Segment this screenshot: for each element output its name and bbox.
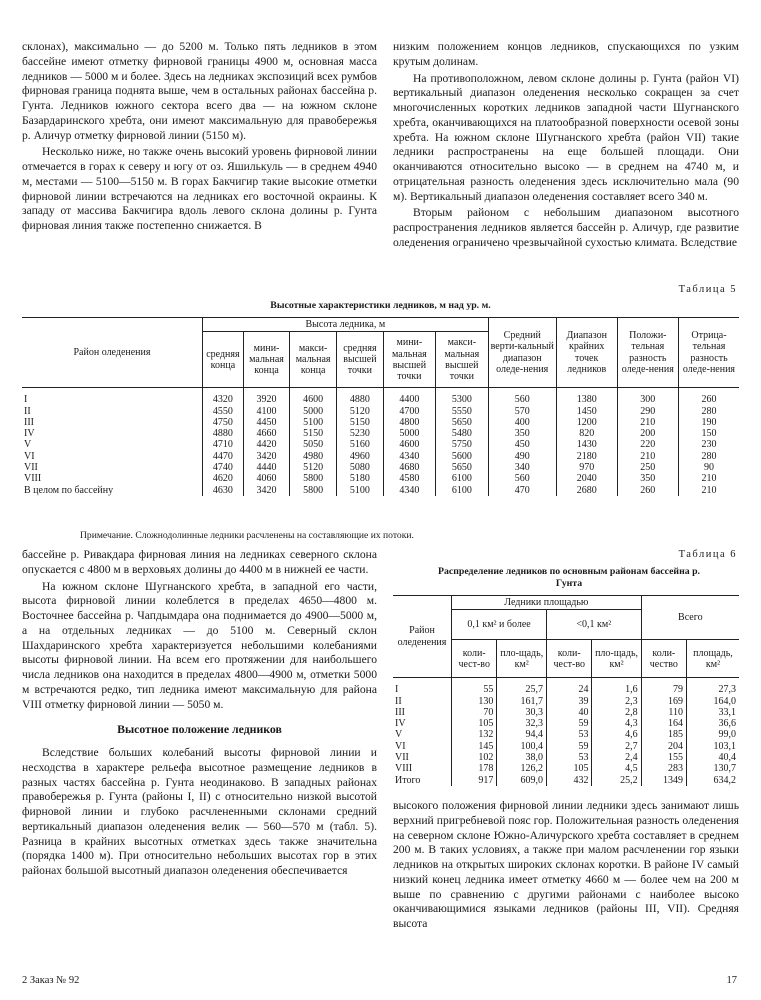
table-cell: 570 [488,406,556,417]
table-cell: 5100 [337,485,384,496]
table-cell: 4630 [203,485,244,496]
table-cell: 5550 [436,406,489,417]
table-cell: 220 [617,439,678,450]
row-label: VII [22,462,203,473]
table-row [393,696,739,707]
table-cell: 2,3 [592,696,641,707]
table-cell: 5180 [337,473,384,484]
table-cell: 4600 [290,388,337,406]
header-max-end: макси-мальная конца [290,332,337,388]
row-label: В целом по бассейну [22,485,203,496]
table-cell: 609,0 [497,775,547,786]
table-cell: 4100 [243,406,289,417]
table-cell: 4470 [203,451,244,462]
table-cell: 27,3 [718,684,736,696]
table-cell: 5080 [337,462,384,473]
header-range-ends: Диапазон крайних точек ледников [556,318,617,388]
table-cell: 1,6 [592,678,641,696]
table-cell: 164,0 [713,695,736,707]
header-total: Всего [641,596,739,640]
footer-print-info: 2 Заказ № 92 [22,975,80,986]
table-cell: 4740 [203,462,244,473]
paragraph: высокого положения фирновой линии ледники здесь занимают лишь верхний пригребневой пояс гор. Положительная разность оледенения на северном склоне Южно-Аличурского хребта составляет в среднем 200 м. В таких условиях, а также при малом расчленении гор языки ледников на открытых широких склонах коротки. В районе IV самый низкий конец ледника имеет отметку 4660 м — более чем на 200 м выше по сравнению с другими районами с наиболее высоко оканчивающимися языками ледников (районы III, VII). Средняя высота [393,799,739,930]
table-cell: 432 [547,775,592,786]
table-cell: 145 [452,741,497,752]
header-avg-end: средняя конца [203,332,244,388]
table-cell: 6100 [436,473,489,484]
table-cell: 4,3 [592,718,641,729]
table-cell: 126,2 [497,763,547,774]
header-count: коли-чест-во [547,640,592,678]
table-cell: 210 [617,451,678,462]
table-cell: 36,6 [718,718,736,730]
row-label: I [393,678,452,696]
header-area: пло-щадь, км² [592,640,641,678]
table-cell: 490 [488,451,556,462]
header-count: коли-чест-во [452,640,497,678]
table-cell: 25,7 [497,678,547,696]
table-cell: 470 [488,485,556,496]
table-row [393,741,739,752]
table-cell: 53 [547,729,592,740]
header-max-upper: макси-мальная высшей точки [436,332,489,388]
table-cell: 5050 [290,439,337,450]
table-cell: 4450 [243,417,289,428]
table-cell: 190 [701,416,717,428]
table-cell: 4800 [383,417,435,428]
table-cell: 300 [617,388,678,406]
table-cell: 25,2 [592,775,641,786]
left-column-top [22,40,377,234]
table-cell: 4960 [337,451,384,462]
row-label: III [22,417,203,428]
table-cell: 3920 [243,388,289,406]
table-cell: 38,0 [497,752,547,763]
row-label: VIII [22,473,203,484]
table-row [393,678,739,696]
row-label: VI [393,741,452,752]
table-row [393,775,739,786]
table-cell: 4550 [203,406,244,417]
table-cell: 132 [452,729,497,740]
table-cell: 3420 [243,451,289,462]
table-cell: 5120 [337,406,384,417]
table6-caption: Таблица 6 [678,549,737,560]
table-cell: 59 [547,718,592,729]
table-cell: 4680 [383,462,435,473]
table-cell: 4,6 [592,729,641,740]
table-cell: 164 [641,718,686,729]
table-cell: 4440 [243,462,289,473]
table-cell: 260 [617,485,678,496]
table-cell: 1349 [641,775,686,786]
table-cell: 5100 [290,417,337,428]
table-cell: 2,7 [592,741,641,752]
table-cell: 6100 [436,485,489,496]
table-cell: 99,0 [718,729,736,741]
row-label: VI [22,451,203,462]
table-cell: 280 [701,405,717,417]
row-label: V [22,439,203,450]
table-cell: 283 [641,763,686,774]
table-cell: 210 [701,473,717,485]
paragraph: Несколько ниже, но также очень высокий уровень фирновой линии отмечается в горах к северу и югу от оз. Яшилькуль — в среднем 4940 м, местами — 5100—5150 м. В горах Бакчигир такие высокие отметки фирновой линии встречаются на ледниках его восточной окраины. К западу от массива Бакчигира вдоль левого склона долины р. Гунта фирновая линия также постепенно снижается. В [22,145,377,232]
table-cell: 820 [556,428,617,439]
table-cell: 4320 [203,388,244,406]
table-cell: 1430 [556,439,617,450]
row-label: III [393,707,452,718]
table-cell: 4660 [243,428,289,439]
table-row [393,718,739,729]
table-cell: 970 [556,462,617,473]
header-pos-diff: Положи-тельная разность оледе-нения [617,318,678,388]
table-cell: 103,1 [713,740,736,752]
left-column-bottom [22,548,377,879]
table5-title: Высотные характеристики ледников, м над ур. м. [270,300,491,311]
table-cell: 110 [641,707,686,718]
table-cell: 4060 [243,473,289,484]
paragraph: склонах), максимально — до 5200 м. Только пять ледников в этом бассейне имеют отметку фирновой границы 4900 м, основная масса ледников — 5000 м и более. Здесь на ледниках экспозиций всех румбов фирновая граница поднята выше, чем в остальных районах бассейна р. Гунта. Ледников южного сектора всего два — на южном склоне Базардаринского хребта, они имеют максимальную для правобережья р. Аличур отметку фирновой линии (5150 м). [22,40,377,142]
table-row [22,462,739,473]
table-cell: 4750 [203,417,244,428]
table6-title: Распределение ледников по основным районам бассейна р. Гунта [438,566,700,589]
header-area-total: площадь, км² [687,640,740,678]
row-label: VIII [393,763,452,774]
table-cell: 1200 [556,417,617,428]
header-by-area: Ледники площадью [452,596,642,610]
table-cell: 2180 [556,451,617,462]
table-cell: 634,2 [713,774,736,786]
table-cell: 102 [452,752,497,763]
table-cell: 210 [701,484,717,496]
table-cell: 260 [701,394,717,406]
table-cell: 3420 [243,485,289,496]
table-cell: 1450 [556,406,617,417]
table-row [22,473,739,484]
table-cell: 2,4 [592,752,641,763]
table-cell: 350 [617,473,678,484]
table-cell: 560 [488,473,556,484]
table6 [393,595,739,786]
table-cell: 4700 [383,406,435,417]
table-cell: 450 [488,439,556,450]
table-cell: 5800 [290,473,337,484]
header-area: пло-щадь, км² [497,640,547,678]
table-cell: 185 [641,729,686,740]
table-cell: 5750 [436,439,489,450]
row-label: IV [22,428,203,439]
table-cell: 4600 [383,439,435,450]
table-cell: 280 [701,450,717,462]
table-cell: 5000 [290,406,337,417]
row-label: V [393,729,452,740]
table-cell: 210 [617,417,678,428]
table5-caption: Таблица 5 [678,284,737,295]
table-cell: 40,4 [718,752,736,764]
table-cell: 53 [547,752,592,763]
table-cell: 350 [488,428,556,439]
right-column-bottom [393,799,739,932]
paragraph: Вследствие больших колебаний высоты фирновой линии и несходства в характере рельефа высотное размещение ледников в разных частях бассейна р. Гунта неодинаково. В западных районах правобережья р. Гунта (районы I, II) с относительно низкой высотой фирновой линии и глубоко расчлененными склонами средний вертикальный диапазон оледенения велик — 560—570 м (табл. 5). Разница в крайних высотных отметках здесь также значительна (порядка 1400 м). При относительно небольших высотах гор в этих районах большой высотный диапазон оледенения обеспечивается [22,746,377,877]
table-cell: 400 [488,417,556,428]
table-cell: 5150 [337,417,384,428]
header-min-upper: мини-мальная высшей точки [383,332,435,388]
table-row [22,451,739,462]
table-cell: 5600 [436,451,489,462]
table-cell: 4710 [203,439,244,450]
row-label: VII [393,752,452,763]
table-cell: 2680 [556,485,617,496]
row-label: Итого [393,775,452,786]
table-row [22,417,739,428]
table-cell: 105 [452,718,497,729]
table-cell: 161,7 [497,696,547,707]
table-cell: 4980 [290,451,337,462]
table-cell: 70 [452,707,497,718]
right-column-top [393,40,739,251]
table-row [393,729,739,740]
table-cell: 2040 [556,473,617,484]
table-cell: 250 [617,462,678,473]
row-label: II [393,696,452,707]
table-cell: 5160 [337,439,384,450]
table-cell: 5120 [290,462,337,473]
header-count-total: коли-чество [641,640,686,678]
page-number: 17 [726,975,737,986]
header-avg-upper: средняя высшей точки [337,332,384,388]
header-big: 0,1 км² и более [452,610,547,640]
table-cell: 4420 [243,439,289,450]
table-cell: 1380 [556,388,617,406]
table-cell: 4400 [383,388,435,406]
table-row [22,439,739,450]
table-cell: 204 [641,741,686,752]
table5-note: Примечание. Сложнодолинные ледники расчленены на составляющие их потоки. [80,530,414,541]
table-cell: 90 [703,462,714,474]
table-cell: 5480 [436,428,489,439]
table-cell: 4,5 [592,763,641,774]
table-cell: 150 [701,428,717,440]
table-cell: 5000 [383,428,435,439]
table-cell: 200 [617,428,678,439]
table-row [393,707,739,718]
table-cell: 155 [641,752,686,763]
row-label: IV [393,718,452,729]
table-cell: 4340 [383,485,435,496]
table-row [22,406,739,417]
table-cell: 33,1 [718,706,736,718]
table-cell: 5650 [436,417,489,428]
table-cell: 230 [701,439,717,451]
table-cell: 290 [617,406,678,417]
table-cell: 55 [452,678,497,696]
header-min-end: мини-мальная конца [243,332,289,388]
table-row [22,485,739,496]
table-cell: 5800 [290,485,337,496]
table-cell: 917 [452,775,497,786]
header-height-group: Высота ледника, м [203,318,489,332]
paragraph: бассейне р. Ривакдара фирновая линия на ледниках северного склона опускается с 4800 м в верховьях долины до 4400 м в нижней ее части. [22,548,377,576]
table5 [22,317,739,496]
table-cell: 32,3 [497,718,547,729]
row-label: II [22,406,203,417]
table-cell: 4340 [383,451,435,462]
table-row [22,388,739,406]
table-cell: 5650 [436,462,489,473]
row-label: I [22,388,203,406]
table-row [393,752,739,763]
table-cell: 4880 [203,428,244,439]
table-cell: 105 [547,763,592,774]
table-cell: 169 [641,696,686,707]
table-cell: 5300 [436,388,489,406]
header-region: Район оледенения [393,596,452,678]
table-cell: 2,8 [592,707,641,718]
section-heading: Высотное положение ледников [117,722,282,737]
table-cell: 178 [452,763,497,774]
paragraph: На южном склоне Шугнанского хребта, в западной его части, высота фирновой линии колеблется в пределах 4650—4800 м. Восточнее бассейна р. Чапдымдара она поднимается до 4900—5000 м, а на отдельных ледниках — до 5100 м. Северный склон Шахдаринского хребта характеризуется небольшими колебаниями высоты фирновой линии. На всем его протяжении для наибольшего числа ледников она находится в пределах 4800—4900 м, отметки 5000 м встречаются редко, тип ледника имеют максимальную для района VIII отметку фирновой линии — 5050 м. [22,579,377,711]
table-row [393,763,739,774]
table-cell: 79 [641,678,686,696]
table-cell: 94,4 [497,729,547,740]
table-cell: 100,4 [497,741,547,752]
table-cell: 560 [488,388,556,406]
table-cell: 130,7 [713,763,736,775]
table-cell: 4580 [383,473,435,484]
table-cell: 5150 [290,428,337,439]
table-cell: 4620 [203,473,244,484]
table-cell: 340 [488,462,556,473]
paragraph: На противоположном, левом склоне долины р. Гунта (район VI) вертикальный диапазон оледенения несколько сокращен за счет многочисленных коротких ледников западной части Шугнанского хребта, оканчивающихся на платообразной поверхности осевой зоны хребта. На южном склоне Шугнанского хребта (район VII) такие ледники распространены на еще большей площади. Они оканчиваются относительно высоко — в среднем на 4740 м, и отрицательная разность оледенения здесь исключительно мала (90 м). Вертикальный диапазон оледенения составляет всего 340 м. [393,71,739,203]
header-avg-range: Средний верти-кальный диапазон оледе-нения [488,318,556,388]
table-row [22,428,739,439]
table-cell: 59 [547,741,592,752]
table-cell: 30,3 [497,707,547,718]
header-small: <0,1 км² [547,610,642,640]
table-cell: 40 [547,707,592,718]
header-neg-diff: Отрица-тельная разность оледе-нения [678,318,739,388]
table-cell: 5230 [337,428,384,439]
table-cell: 4880 [337,388,384,406]
header-region: Район оледенения [22,318,203,388]
table-cell: 24 [547,678,592,696]
table-cell: 39 [547,696,592,707]
table-cell: 130 [452,696,497,707]
paragraph: Вторым районом с небольшим диапазоном высотного распространения ледников является бассейн р. Аличур, где развитие оледенения ограничено чрезвычайной сухостью климата. Вследствие [393,206,739,249]
paragraph: низким положением концов ледников, спускающихся по узким крутым долинам. [393,40,739,68]
